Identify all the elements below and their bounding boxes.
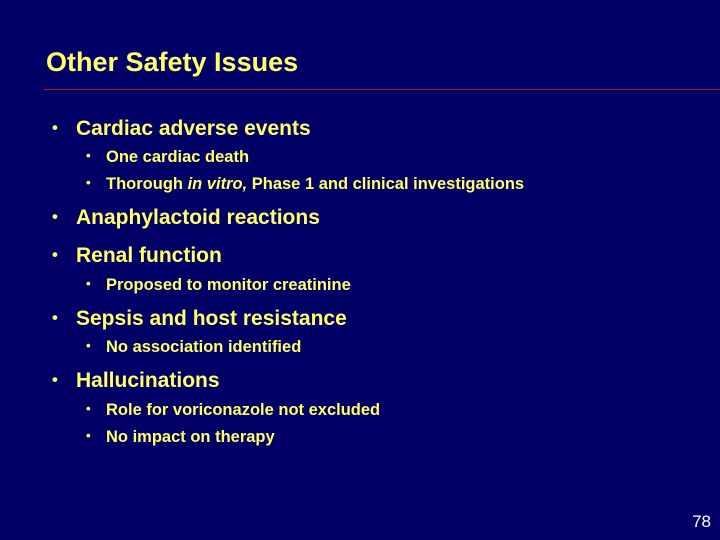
bullet-text: Cardiac adverse events [76,117,311,140]
bullet-icon: • [86,175,91,191]
bullet-icon: • [86,338,91,354]
bullet-text: Sepsis and host resistance [76,307,347,330]
bullet-icon: • [52,117,58,137]
bullet-item-anaphylactoid [52,206,320,230]
bullet-item-renal [52,244,222,268]
sub-bullet-text: No impact on therapy [106,428,275,446]
sub-bullet-item [86,175,524,194]
sub-bullet-item [86,276,351,295]
slide-title: Other Safety Issues [46,47,299,77]
bullet-icon: • [52,244,58,264]
bullet-item-cardiac [52,117,311,141]
bullet-icon: • [52,307,58,327]
sub-bullet-text-post: Phase 1 and clinical investigations [247,175,525,193]
title-divider [44,89,720,90]
sub-bullet-text: Role for voriconazole not excluded [106,401,381,419]
bullet-icon: • [52,369,58,389]
bullet-item-hallucinations [52,369,220,393]
sub-bullet-text: Proposed to monitor creatinine [106,276,351,294]
page-number: 78 [692,512,711,531]
sub-bullet-text-italic: in vitro, [187,175,248,193]
sub-bullet-text: No association identified [106,338,302,356]
bullet-text: Hallucinations [76,369,220,392]
bullet-icon: • [86,148,91,164]
sub-bullet-item [86,401,380,420]
bullet-icon: • [86,428,91,444]
bullet-icon: • [86,276,91,292]
bullet-item-sepsis [52,307,347,331]
sub-bullet-item [86,428,275,447]
bullet-icon: • [86,401,91,417]
sub-bullet-item [86,338,301,357]
bullet-text: Anaphylactoid reactions [76,206,320,229]
sub-bullet-item [86,148,249,167]
bullet-text: Renal function [76,244,222,267]
sub-bullet-text: One cardiac death [106,148,250,166]
bullet-icon: • [52,206,58,226]
sub-bullet-text-pre: Thorough [106,175,188,193]
